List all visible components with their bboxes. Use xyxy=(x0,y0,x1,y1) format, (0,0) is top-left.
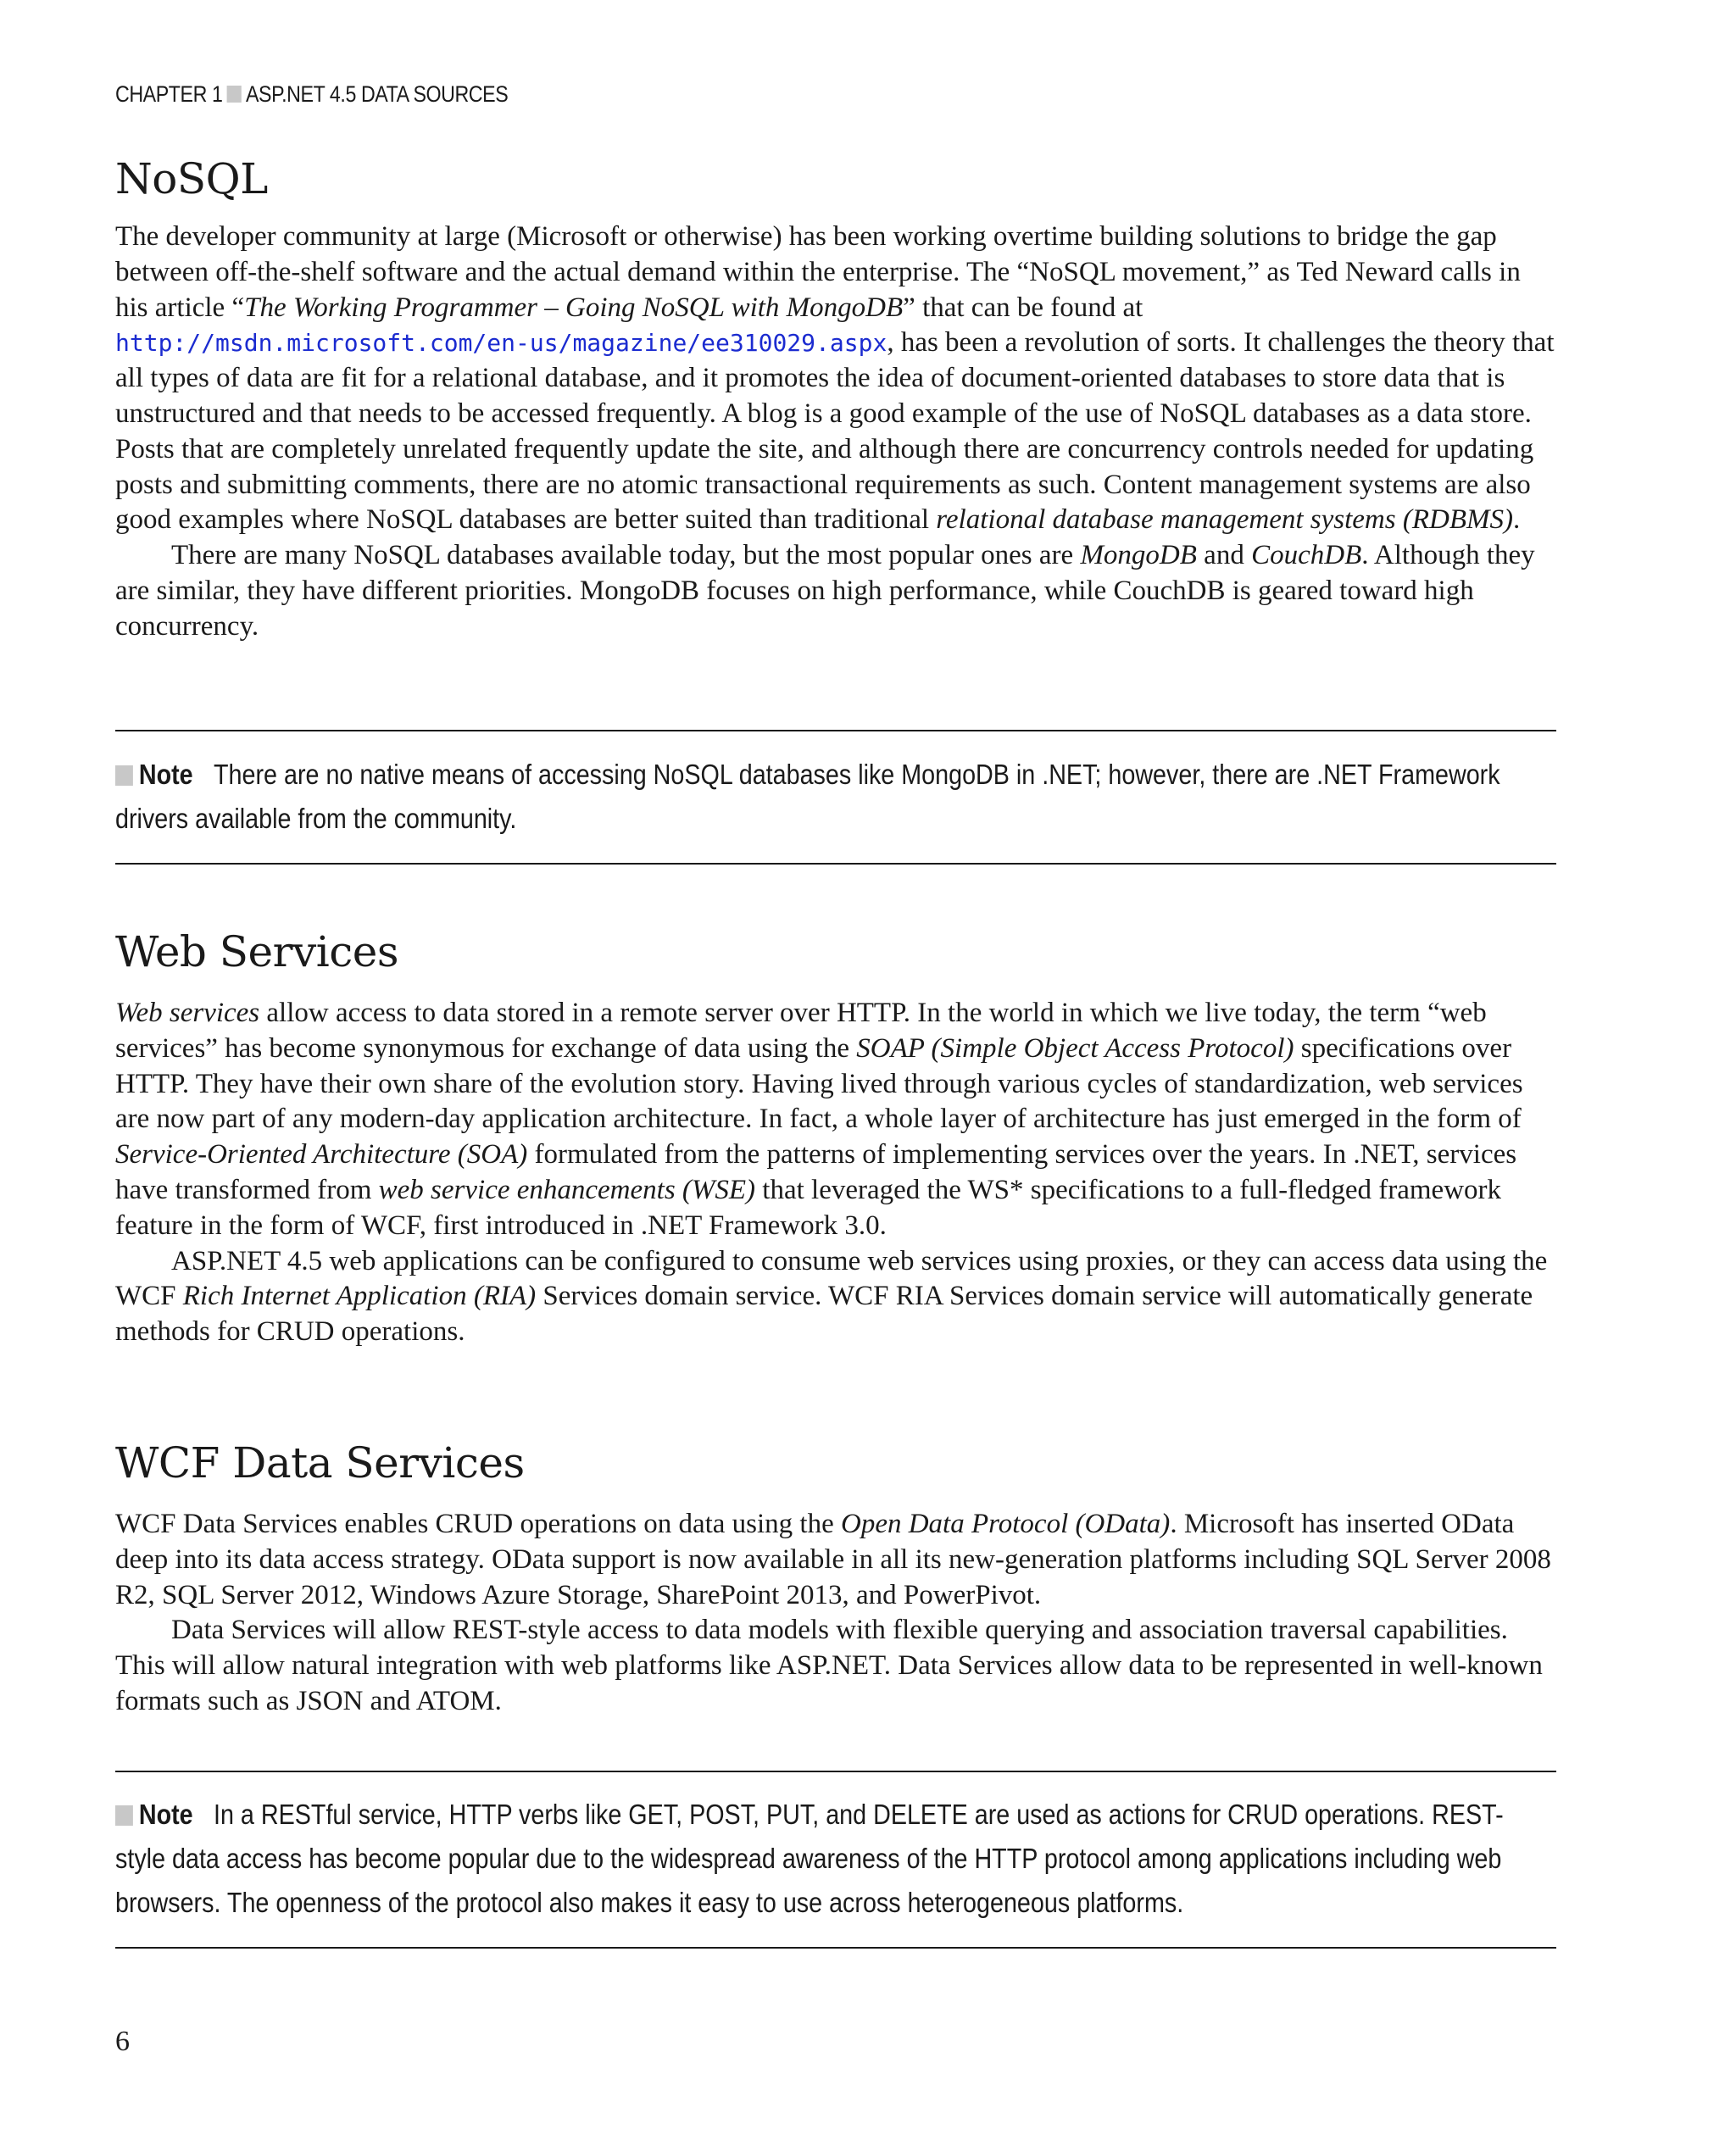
note-top-rule xyxy=(115,1771,1556,1772)
wcf-paragraph-1 xyxy=(115,1507,1556,1613)
note-bottom-rule xyxy=(115,1947,1556,1949)
section-nosql xyxy=(115,154,1556,203)
nosql-paragraph-1 xyxy=(115,220,1556,538)
note-label: Note xyxy=(138,1799,193,1830)
text-run: and xyxy=(1196,540,1252,571)
note-box-1 xyxy=(115,753,1556,841)
chapter-label: CHAPTER 1 xyxy=(115,81,223,107)
text-run: The developer community at large (Microsoft or otherwise) has been working overtime building solutions to bridge the gap between off-the-shelf software and the actual demand within the enterprise. The “NoSQL movement,” as Ted Neward calls in his article “ xyxy=(115,221,1521,323)
soap-term: SOAP (Simple Object Access Protocol) xyxy=(856,1032,1294,1064)
web-services-paragraph-1 xyxy=(115,996,1556,1244)
rdbms-term: relational database management systems (RDBMS) xyxy=(936,504,1513,536)
note-label: Note xyxy=(138,759,193,790)
text-run: There are many NoSQL databases available today, but the most popular ones are xyxy=(171,540,1081,571)
note-top-rule xyxy=(115,730,1556,731)
text-run: . Microsoft has inserted OData deep into its data access strategy. OData support is now available in all its new-generation platforms including SQL Server 2008 R2, SQL Server 2012, Windows Azure Storage, SharePoint 2013, and PowerPivot. xyxy=(115,1509,1551,1610)
chapter-title: ASP.NET 4.5 DATA SOURCES xyxy=(245,81,509,107)
text-run: that leveraged the WS* specifications to a full-fledged framework feature in the form of WCF, first introduced in .NET Framework 3.0. xyxy=(115,1174,1502,1241)
text-run: . xyxy=(1512,504,1521,536)
soa-term: Service-Oriented Architecture (SOA) xyxy=(115,1139,528,1171)
note-bottom-rule xyxy=(115,863,1556,865)
wcf-paragraph-2: Data Services will allow REST-style access to data models with flexible querying and association traversal capabilities. This will allow natural integration with web platforms like ASP.NET. Data Services allow data to be represented in well-known formats such as JSON and ATOM. xyxy=(115,1615,1543,1716)
note-text: There are no native means of accessing NoSQL databases like MongoDB in .NET; however, there are .NET Framework drivers available from the community. xyxy=(115,759,1500,834)
ria-term: Rich Internet Application (RIA) xyxy=(182,1281,537,1312)
nosql-paragraph-2 xyxy=(115,538,1556,644)
odata-term: Open Data Protocol (OData) xyxy=(841,1509,1171,1539)
text-run: ” that can be found at xyxy=(903,292,1143,323)
note-square-icon xyxy=(115,1805,133,1826)
square-bullet-icon xyxy=(227,86,242,103)
section-wcf-data-services xyxy=(115,1438,1556,1488)
text-run: allow access to data stored in a remote server over HTTP. In the world in which we live today, the term “web services” has become synonymous for exchange of data using the xyxy=(115,998,1487,1064)
web-services-term: Web services xyxy=(115,998,260,1028)
text-run: specifications over HTTP. They have their own share of the evolution story. Having lived through various cycles of standardization, web services are now part of any modern-day application architecture. In fact, a whole layer of architecture has just emerged in the form of xyxy=(115,1032,1523,1135)
running-head xyxy=(115,81,508,108)
note-text: In a RESTful service, HTTP verbs like GET, POST, PUT, and DELETE are used as actions for CRUD operations. REST-style data access has become popular due to the widespread awareness of the HTTP protocol among applications including web browsers. The openness of the protocol also makes it easy to use across heterogeneous platforms. xyxy=(115,1799,1504,1918)
text-run: . Although they are similar, they have different priorities. MongoDB focuses on high performance, while CouchDB is geared toward high concurrency. xyxy=(115,540,1535,642)
text-run: WCF Data Services enables CRUD operations on data using the xyxy=(115,1509,841,1539)
mongodb-term: MongoDB xyxy=(1080,540,1197,571)
web-services-body xyxy=(115,996,1556,1350)
heading-nosql: NoSQL xyxy=(115,154,268,203)
text-run: formulated from the patterns of implementing services over the years. In .NET, services have transformed from xyxy=(115,1139,1517,1205)
web-services-paragraph-2 xyxy=(115,1244,1556,1350)
text-run: ASP.NET 4.5 web applications can be configured to consume web services using proxies, or they can access data using the WCF xyxy=(115,1245,1548,1312)
heading-wcf-data-services: WCF Data Services xyxy=(115,1438,525,1488)
heading-web-services: Web Services xyxy=(115,927,399,976)
note-square-icon xyxy=(115,765,133,786)
note-box-2 xyxy=(115,1793,1556,1925)
msdn-article-link[interactable]: http://msdn.microsoft.com/en-us/magazine/ee310029.aspx xyxy=(115,329,887,358)
nosql-body xyxy=(115,220,1556,645)
text-run: , has been a revolution of sorts. It challenges the theory that all types of data are fit for a relational database, and it promotes the idea of document-oriented databases to store data that is unstructured and that needs to be accessed frequently. A blog is a good example of the use of NoSQL databases as a data store. Posts that are completely unrelated frequently update the site, and although there are concurrency controls needed for updating posts and submitting comments, there are no atomic transactional requirements as such. Content management systems are also good examples where NoSQL databases are better suited than traditional xyxy=(115,327,1555,536)
text-run: Services domain service. WCF RIA Services domain service will automatically generate methods for CRUD operations. xyxy=(115,1281,1533,1348)
wcf-body xyxy=(115,1507,1556,1720)
section-web-services xyxy=(115,927,1556,976)
article-title: The Working Programmer – Going NoSQL with MongoDB xyxy=(244,292,904,323)
wse-term: web service enhancements (WSE) xyxy=(378,1174,756,1205)
page-number: 6 xyxy=(115,2026,130,2057)
couchdb-term: CouchDB xyxy=(1251,540,1362,571)
